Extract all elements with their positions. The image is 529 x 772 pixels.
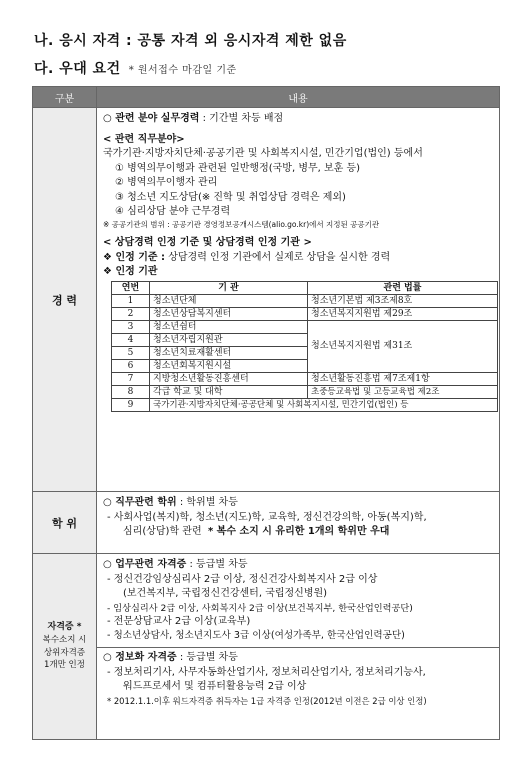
- cert-label-sub3: 1개만 인정: [44, 660, 85, 671]
- heading-eligibility: 나. 응시 자격 : 공통 자격 외 응시자격 제한 없음: [34, 33, 347, 49]
- heading-preference-title: 다. 우대 요건: [34, 61, 121, 77]
- table-row: [112, 398, 498, 411]
- header-category: 구분: [33, 87, 97, 108]
- table-row: [112, 385, 498, 398]
- info-cert-block: [97, 648, 499, 711]
- degree-title-line: [103, 496, 495, 511]
- career-field-title: ○ 관련 분야 실무경력: [103, 113, 200, 124]
- job-cert-block: [97, 554, 499, 648]
- duty-desc: 국가기관·지방자치단체·공공기관 및 사회복지시설, 민간기업(법인) 등에서: [103, 148, 423, 159]
- career-field-line: [103, 112, 495, 127]
- inst-law-merged: 청소년복지지원법 제31조: [308, 320, 498, 372]
- info-cert-rest: : 등급별 차등: [176, 652, 238, 664]
- criteria-label: ❖ 인정 기준 :: [103, 251, 166, 263]
- cert-label-sub2: 상위자격증: [43, 647, 86, 658]
- info-cert-note: * 2012.1.1.이후 워드자격증 취득자는 1급 자격증 인정(2012년 이전은 2급 이상 인정): [107, 695, 427, 706]
- inst-no: 2: [112, 307, 150, 320]
- job-cert-rest: : 등급별 차등: [186, 559, 248, 570]
- career-content: [97, 108, 500, 492]
- duty-item-4: ④ 심리상담 분야 근무경력: [115, 206, 231, 217]
- cert-label-sub1: 복수소지 시: [42, 634, 87, 645]
- table-row: [112, 294, 498, 307]
- inst-no: 7: [112, 372, 150, 385]
- public-note: ※ 공공기관의 범위 : 공공기관 경영정보공개시스템(alio.go.kr)에서 지정된 공공기관: [103, 219, 380, 229]
- career-field-rest: : 기간별 차등 배점: [199, 113, 284, 124]
- preference-table: [32, 86, 500, 740]
- inst-name: 각급 학교 및 대학: [150, 385, 308, 398]
- row-label-career: 경 력: [33, 108, 97, 492]
- inst-header-law: 관련 법률: [308, 281, 498, 294]
- inst-no: 3: [112, 320, 150, 333]
- criteria-text: 상담경력 인정 기관에서 실제로 상담을 실시한 경력: [165, 251, 391, 263]
- job-cert-title: ○ 업무관련 자격증: [103, 559, 187, 570]
- table-row: [112, 372, 498, 385]
- cert-label-main: 자격증 *: [47, 621, 82, 632]
- duty-item-1: ① 병역의무이행과 관련된 일반행정(국방, 병무, 보훈 등): [115, 162, 361, 174]
- job-cert-item: - 정신건강임상심리사 2급 이상, 정신건강사회복지사 2급 이상: [107, 573, 378, 585]
- inst-name: 청소년치료재활센터: [150, 346, 308, 359]
- degree-note: * 복수 소지 시 유리한 1개의 학위만 우대: [207, 526, 390, 537]
- inst-name: 지방청소년활동진흥센터: [150, 372, 308, 385]
- inst-name: 청소년상담복지센터: [150, 307, 308, 320]
- info-cert-title: ○ 정보화 자격증: [103, 652, 177, 664]
- cert-content: [97, 554, 500, 740]
- heading-preference-note: * 원서접수 마감일 기준: [128, 65, 237, 76]
- job-cert-item: - 전문상담교사 2급 이상(교육부): [107, 615, 251, 627]
- inst-law: 초중등교육법 및 고등교육법 제2조: [308, 385, 498, 398]
- inst-law: 청소년기본법 제3조제8호: [308, 294, 498, 307]
- duty-item-3: ③ 청소년 지도상담(※ 진학 및 취업상담 경력은 제외): [115, 191, 346, 203]
- inst-header-no: 연번: [112, 281, 150, 294]
- degree-fields-cont: [103, 525, 495, 540]
- degree-fields-tail: 심리(상담)학 관련: [123, 526, 202, 537]
- table-row: [112, 320, 498, 333]
- institution-table: [111, 281, 498, 412]
- duty-item-2: ② 병역의무이행자 관리: [115, 177, 218, 188]
- job-cert-item: - 임상심리사 2급 이상, 사회복지사 2급 이상(보건복지부, 한국산업인력공단): [107, 602, 413, 614]
- inst-law: 청소년활동진흥법 제7조제1항: [308, 372, 498, 385]
- info-cert-title-line: [103, 651, 495, 666]
- inst-no: 8: [112, 385, 150, 398]
- info-cert-item: 워드프로세서 및 컴퓨터활용능력 2급 이상: [123, 681, 307, 693]
- inst-name: 청소년쉼터: [150, 320, 308, 333]
- degree-content: [97, 492, 500, 554]
- inst-no: 9: [112, 398, 150, 411]
- job-cert-item: (보건복지부, 국립정신건강센터, 국립정신병원): [123, 588, 328, 599]
- job-cert-title-line: [103, 558, 495, 573]
- inst-no: 4: [112, 333, 150, 346]
- inst-name: 청소년회복지원시설: [150, 359, 308, 372]
- header-content: 내용: [97, 87, 500, 108]
- inst-no: 1: [112, 294, 150, 307]
- job-cert-item: - 청소년상담사, 청소년지도사 3급 이상(여성가족부, 한국산업인력공단): [107, 630, 405, 642]
- row-label-degree: 학 위: [33, 492, 97, 554]
- inst-no: 5: [112, 346, 150, 359]
- degree-fields: - 사회사업(복지)학, 청소년(지도)학, 교육학, 정신건강의학, 아동(복지)학,: [107, 511, 427, 523]
- inst-name-merged: 국가기관·지방자치단체·공공단체 및 사회복지시설, 민간기업(법인) 등: [150, 398, 498, 411]
- inst-name: 청소년단체: [150, 294, 308, 307]
- inst-no: 6: [112, 359, 150, 372]
- row-label-cert: [33, 554, 97, 740]
- criteria-line: [103, 251, 495, 266]
- criteria-title: < 상담경력 인정 기준 및 상담경력 인정 기관 >: [103, 237, 312, 249]
- degree-rest: : 학위별 차등: [176, 497, 238, 508]
- inst-name: 청소년자립지원관: [150, 333, 308, 346]
- institution-label: ❖ 인정 기관: [103, 266, 158, 278]
- info-cert-item: - 정보처리기사, 사무자동화산업기사, 정보처리산업기사, 정보처리기능사,: [107, 666, 426, 678]
- inst-header-name: 기 관: [150, 281, 308, 294]
- table-row: [112, 307, 498, 320]
- inst-law: 청소년복지지원법 제29조: [308, 307, 498, 320]
- heading-preference: [34, 58, 237, 78]
- degree-title: ○ 직무관련 학위: [103, 497, 177, 508]
- duty-title: < 관련 직무분야>: [103, 133, 185, 145]
